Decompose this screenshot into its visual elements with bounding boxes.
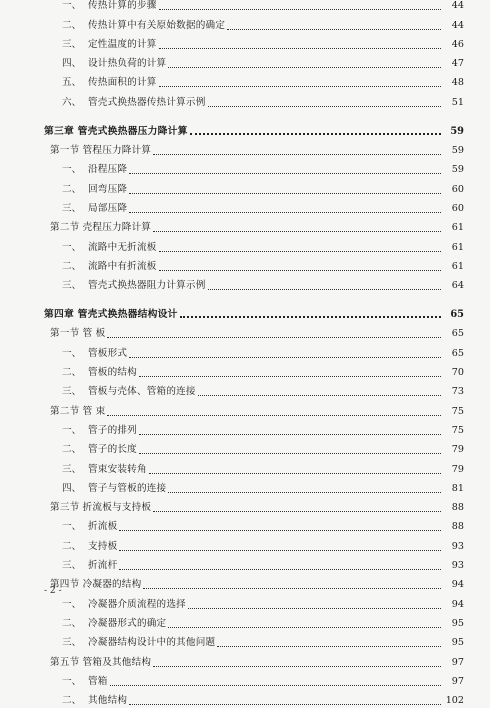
- toc-entry-number: 二、: [62, 695, 82, 707]
- toc-entry-number: 一、: [62, 521, 82, 533]
- dot-leader: [119, 530, 441, 531]
- toc-item-entry: [0, 438, 490, 457]
- toc-entry-page-number: 93: [451, 560, 464, 572]
- dot-leader: [168, 627, 441, 628]
- toc-entry-page-number: 81: [451, 482, 464, 494]
- toc-entry-page-number: 61: [451, 241, 464, 253]
- toc-entry-title: 管束安装转角: [88, 463, 147, 475]
- toc-entry-page-number: 88: [451, 502, 464, 514]
- dot-leader: [110, 685, 441, 686]
- toc-item-entry: [0, 341, 490, 360]
- dot-leader: [168, 492, 441, 493]
- toc-item-entry: [0, 13, 490, 32]
- toc-entry-title: 管子与管板的连接: [88, 482, 167, 494]
- dot-leader: [119, 569, 441, 570]
- toc-entry-page-number: 44: [451, 0, 464, 12]
- dot-leader: [227, 29, 441, 30]
- toc-entry-title: 管子的长度: [88, 444, 137, 456]
- toc-entry-number: 二、: [62, 367, 82, 379]
- toc-entry-page-number: 75: [451, 405, 464, 417]
- toc-entry-title: 流路中无折流板: [88, 241, 157, 253]
- toc-entry-page-number: 95: [451, 637, 464, 649]
- toc-entry-title: 定性温度的计算: [88, 38, 157, 50]
- toc-entry-title: 局部压降: [88, 202, 128, 214]
- toc-entry-title: 管壳式换热器阻力计算示例: [88, 280, 206, 292]
- toc-entry-number: 六、: [62, 96, 82, 108]
- toc-entry-title: 其他结构: [88, 695, 128, 707]
- toc-item-entry: [0, 158, 490, 177]
- toc-entry-page-number: 94: [451, 598, 464, 610]
- toc-entry-number: 二、: [62, 260, 82, 272]
- toc-entry-title: 第三章 管壳式换热器压力降计算: [44, 125, 188, 137]
- toc-entry-page-number: 59: [450, 125, 464, 137]
- dot-leader: [208, 289, 441, 290]
- toc-entry-page-number: 61: [451, 222, 464, 234]
- toc-entry-page-number: 51: [451, 96, 464, 108]
- toc-entry-title: 第四章 管壳式换热器结构设计: [44, 309, 178, 321]
- footer-page-number: - 2 -: [44, 586, 62, 596]
- toc-entry-title: 管箱: [88, 675, 108, 687]
- toc-entry-page-number: 70: [451, 367, 464, 379]
- toc-entry-page-number: 65: [451, 328, 464, 340]
- toc-chapter-entry: [0, 293, 490, 322]
- toc-entry-title: 第三节 折流板与支持板: [50, 502, 152, 514]
- toc-entry-title: 管子的排列: [88, 424, 137, 436]
- toc-item-entry: [0, 90, 490, 109]
- dot-leader: [143, 588, 441, 589]
- toc-entry-page-number: 61: [451, 260, 464, 272]
- toc-item-entry: [0, 419, 490, 438]
- toc-section-entry: [0, 399, 490, 418]
- toc-entry-number: 一、: [62, 164, 82, 176]
- toc-item-entry: [0, 689, 490, 708]
- toc-entry-title: 折流板: [88, 521, 118, 533]
- toc-entry-number: 二、: [62, 617, 82, 629]
- toc-entry-page-number: 75: [451, 424, 464, 436]
- dot-leader: [159, 86, 441, 87]
- dot-leader: [129, 704, 441, 705]
- toc-item-entry: [0, 361, 490, 380]
- toc-entry-title: 第二节 壳程压力降计算: [50, 222, 152, 234]
- toc-item-entry: [0, 274, 490, 293]
- dot-leader: [149, 473, 441, 474]
- dot-leader: [153, 231, 441, 232]
- toc-entry-title: 传热计算中有关原始数据的确定: [88, 19, 226, 31]
- toc-entry-number: 一、: [62, 347, 82, 359]
- toc-entry-page-number: 102: [445, 695, 464, 707]
- toc-item-entry: [0, 33, 490, 52]
- toc-entry-number: 四、: [62, 58, 82, 70]
- toc-item-entry: [0, 457, 490, 476]
- dot-leader: [129, 173, 441, 174]
- toc-entry-number: 二、: [62, 444, 82, 456]
- toc-item-entry: [0, 554, 490, 573]
- toc-chapter-entry: [0, 110, 490, 139]
- dot-leader: [107, 337, 441, 338]
- dot-leader: [168, 67, 441, 68]
- toc-entry-title: 沿程压降: [88, 164, 128, 176]
- dot-leader: [159, 9, 441, 10]
- toc-entry-number: 五、: [62, 77, 82, 89]
- dot-leader: [119, 550, 441, 551]
- toc-entry-number: 一、: [62, 598, 82, 610]
- toc-item-entry: [0, 0, 490, 13]
- dot-leader: [198, 395, 441, 396]
- toc-entry-number: 三、: [62, 637, 82, 649]
- toc-entry-page-number: 48: [451, 77, 464, 89]
- toc-entry-number: 三、: [62, 560, 82, 572]
- toc-entry-page-number: 60: [451, 202, 464, 214]
- toc-entry-page-number: 95: [451, 617, 464, 629]
- toc-item-entry: [0, 255, 490, 274]
- dot-leader: [153, 154, 441, 155]
- toc-entry-page-number: 79: [451, 444, 464, 456]
- toc-entry-number: 三、: [62, 38, 82, 50]
- toc-item-entry: [0, 534, 490, 553]
- dot-leader: [129, 193, 441, 194]
- toc-entry-page-number: 73: [451, 386, 464, 398]
- toc-entry-page-number: 59: [451, 145, 464, 157]
- dot-leader: [190, 133, 441, 135]
- toc-entry-title: 传热计算的步骤: [88, 0, 157, 12]
- toc-entry-number: 一、: [62, 0, 82, 12]
- toc-entry-title: 回弯压降: [88, 183, 128, 195]
- toc-entry-page-number: 97: [451, 656, 464, 668]
- toc-item-entry: [0, 612, 490, 631]
- toc-entry-number: 一、: [62, 424, 82, 436]
- toc-entry-number: 三、: [62, 280, 82, 292]
- toc-entry-number: 二、: [62, 540, 82, 552]
- toc-entry-title: 支持板: [88, 540, 118, 552]
- dot-leader: [129, 212, 441, 213]
- toc-entry-page-number: 97: [451, 675, 464, 687]
- toc-section-entry: [0, 322, 490, 341]
- toc-entry-title: 冷凝器介质流程的选择: [88, 598, 186, 610]
- toc-entry-number: 三、: [62, 386, 82, 398]
- toc-entry-title: 流路中有折流板: [88, 260, 157, 272]
- toc-entry-number: 一、: [62, 675, 82, 687]
- toc-entry-title: 冷凝器形式的确定: [88, 617, 167, 629]
- toc-entry-title: 管板形式: [88, 347, 128, 359]
- dot-leader: [159, 48, 441, 49]
- toc-item-entry: [0, 177, 490, 196]
- dot-leader: [180, 316, 441, 318]
- toc-section-entry: [0, 650, 490, 669]
- toc-entry-title: 折流杆: [88, 560, 118, 572]
- toc-entry-number: 三、: [62, 463, 82, 475]
- toc-item-entry: [0, 515, 490, 534]
- toc-item-entry: [0, 71, 490, 90]
- toc-entry-title: 第四节 冷凝器的结构: [50, 579, 142, 591]
- toc-entry-page-number: 65: [451, 347, 464, 359]
- toc-item-entry: [0, 631, 490, 650]
- toc-entry-page-number: 59: [451, 164, 464, 176]
- toc-item-entry: [0, 52, 490, 71]
- toc-section-entry: [0, 216, 490, 235]
- toc-section-entry: [0, 139, 490, 158]
- toc-entry-page-number: 93: [451, 540, 464, 552]
- toc-item-entry: [0, 592, 490, 611]
- toc-entry-number: 一、: [62, 241, 82, 253]
- toc-entry-title: 设计热负荷的计算: [88, 58, 167, 70]
- toc-entry-page-number: 47: [451, 58, 464, 70]
- toc-entry-number: 三、: [62, 202, 82, 214]
- dot-leader: [159, 270, 441, 271]
- toc-entry-number: 二、: [62, 19, 82, 31]
- dot-leader: [139, 376, 441, 377]
- dot-leader: [129, 357, 441, 358]
- toc-entry-page-number: 88: [451, 521, 464, 533]
- toc-entry-title: 冷凝器结构设计中的其他问题: [88, 637, 216, 649]
- toc-entry-title: 第一节 管 板: [50, 328, 106, 340]
- toc-item-entry: [0, 197, 490, 216]
- toc-section-entry: [0, 573, 490, 592]
- toc-entry-title: 管壳式换热器传热计算示例: [88, 96, 206, 108]
- toc-item-entry: [0, 380, 490, 399]
- toc-item-entry: [0, 670, 490, 689]
- toc-entry-number: 二、: [62, 183, 82, 195]
- dot-leader: [139, 453, 441, 454]
- toc-entry-page-number: 79: [451, 463, 464, 475]
- dot-leader: [153, 666, 441, 667]
- toc-entry-page-number: 60: [451, 183, 464, 195]
- toc-entry-title: 传热面积的计算: [88, 77, 157, 89]
- toc-entry-title: 第一节 管程压力降计算: [50, 145, 152, 157]
- dot-leader: [188, 608, 441, 609]
- toc-entry-number: 四、: [62, 482, 82, 494]
- toc-entry-title: 管板的结构: [88, 367, 137, 379]
- dot-leader: [107, 415, 441, 416]
- toc-entry-page-number: 94: [451, 579, 464, 591]
- dot-leader: [153, 511, 441, 512]
- toc-item-entry: [0, 477, 490, 496]
- toc-section-entry: [0, 496, 490, 515]
- toc-entry-page-number: 46: [451, 38, 464, 50]
- toc-entry-title: 第二节 管 束: [50, 405, 106, 417]
- dot-leader: [139, 434, 441, 435]
- toc-entry-title: 管板与壳体、管箱的连接: [88, 386, 196, 398]
- toc-entry-title: 第五节 管箱及其他结构: [50, 656, 152, 668]
- dot-leader: [159, 251, 441, 252]
- toc-entry-page-number: 44: [451, 19, 464, 31]
- toc-entry-page-number: 65: [450, 309, 464, 321]
- toc-item-entry: [0, 235, 490, 254]
- dot-leader: [217, 646, 441, 647]
- dot-leader: [208, 106, 441, 107]
- toc-entry-page-number: 64: [451, 280, 464, 292]
